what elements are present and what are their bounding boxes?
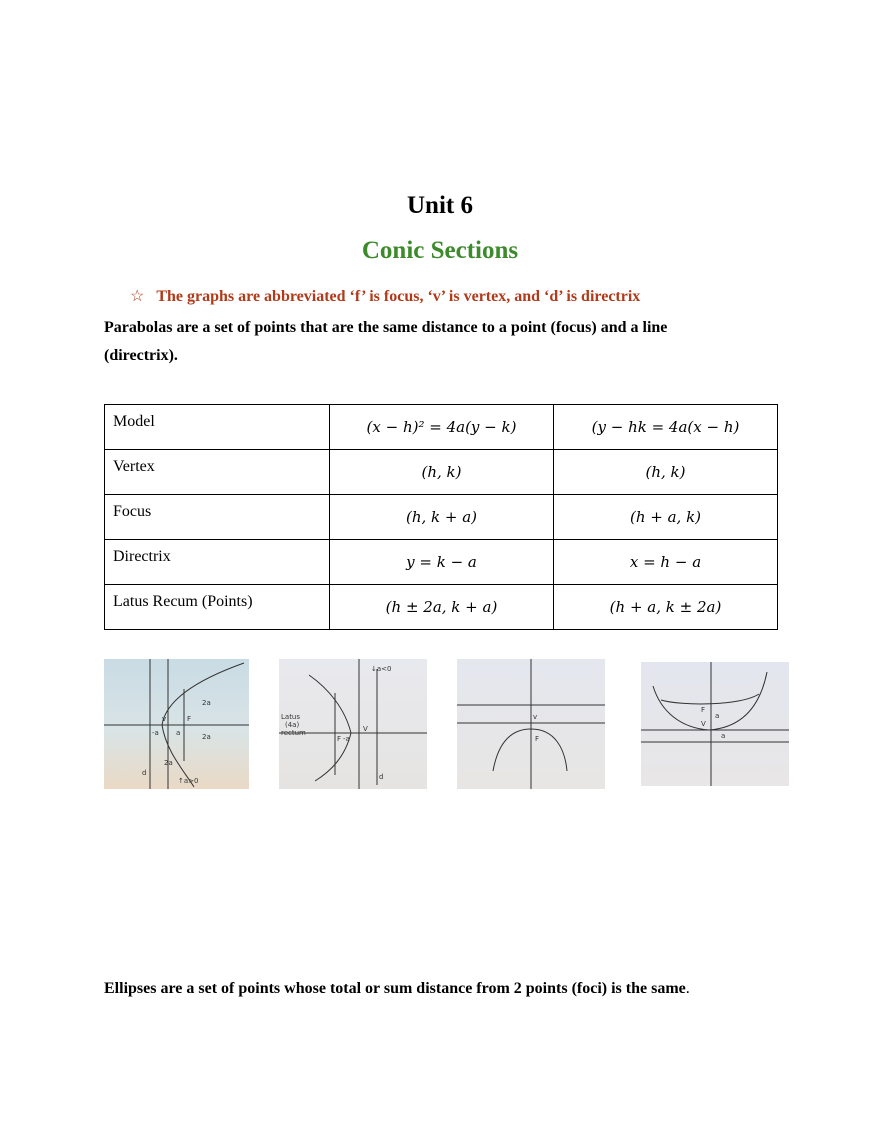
section-title: Conic Sections [361,237,519,264]
table-row [105,495,778,540]
sketch-label: F [187,715,192,723]
sketch-label: V [701,720,706,728]
abbreviation-note-text: The graphs are abbreviated ‘f’ is focus, ‘v’ is vertex, and ‘d’ is directrix [156,288,641,305]
sketch-up-drawing [641,662,789,786]
sketch-label: 2a [202,733,211,741]
sketch-right-drawing [104,659,249,789]
formula-cell: (h, k) [554,450,778,495]
sketch-label: a [715,712,720,720]
row-label: Directrix [105,540,330,585]
table-row [105,585,778,630]
sketch-down-drawing [457,659,605,789]
sketch-label: -a [152,729,159,737]
formula-cell: (y − hk = 4a(x − h) [554,405,778,450]
sketch-label: F [337,735,342,743]
sketch-label: a [176,729,181,737]
row-label: Latus Recum (Points) [105,585,330,630]
sketch-label: F [701,706,706,714]
sketch-label: d [142,769,147,777]
formula-cell: (h + a, k) [554,495,778,540]
ellipse-definition [104,980,824,998]
abbreviation-note [130,286,640,306]
row-label: Focus [105,495,330,540]
sketch-label: -a [343,735,350,743]
sketch-label: ↓a<0 [371,665,392,673]
parabola-sketch-up [641,662,789,786]
sketch-label: a [721,732,726,740]
parabola-definition: Parabolas are a set of points that are the same distance to a point (focus) and a line (directrix). [104,319,668,364]
sketch-label: rectum [281,729,306,737]
row-label: Model [105,405,330,450]
formula-cell: (h ± 2a, k + a) [330,585,554,630]
parabola-table [104,404,778,630]
sketch-label: v [162,715,167,723]
parabola-sketch-right [104,659,249,789]
formula-cell: (x − h)² = 4a(y − k) [330,405,554,450]
row-label: Vertex [105,450,330,495]
sketch-label: d [379,773,384,781]
sketch-label: (4a) [285,721,300,729]
sketch-label: 2a [202,699,211,707]
parabola-sketch-left [279,659,427,789]
table-row [105,450,778,495]
formula-cell: (h, k) [330,450,554,495]
sketch-label: Latus [281,713,301,721]
ellipse-definition-period: . [685,980,690,997]
formula-cell: (h + a, k ± 2a) [554,585,778,630]
sketch-label: F [535,735,540,743]
ellipse-definition-text: Ellipses are a set of points whose total or sum distance from 2 points (foci) is the same [104,980,686,997]
sketch-label: ↑a>0 [178,777,199,785]
table-row [105,405,778,450]
star-icon: ☆ [130,288,145,305]
sketch-label: V [363,725,368,733]
formula-cell: (h, k + a) [330,495,554,540]
sketch-left-drawing [279,659,427,789]
formula-cell: x = h − a [554,540,778,585]
unit-title: Unit 6 [407,192,473,219]
sketch-label: v [533,713,538,721]
parabola-sketch-down [457,659,605,789]
table-row [105,540,778,585]
formula-cell: y = k − a [330,540,554,585]
sketch-label: 2a [164,759,173,767]
